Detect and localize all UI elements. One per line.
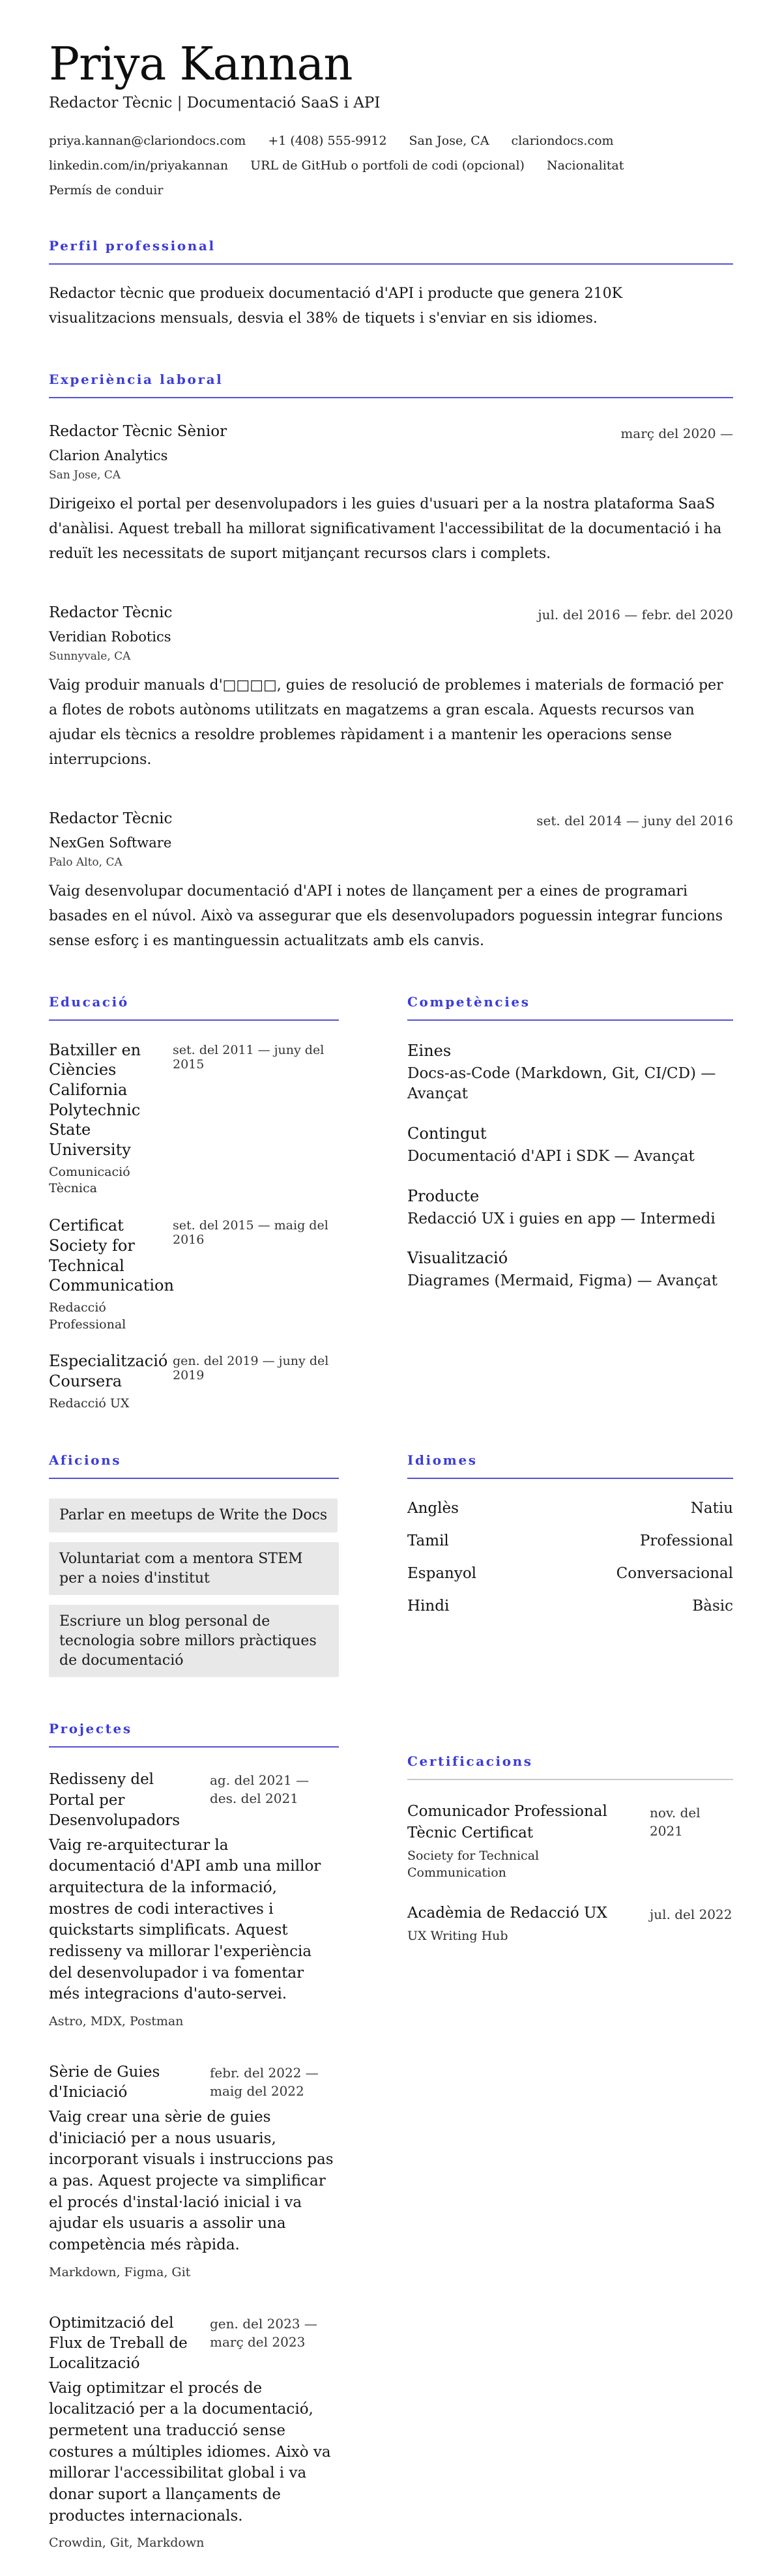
- certification-issuer: UX Writing Hub: [407, 1929, 508, 1944]
- experience-heading: Experiència laboral: [49, 372, 733, 398]
- section-profile: [49, 238, 733, 331]
- hobby-tag: Voluntariat com a mentora STEM per a noies d'institut: [49, 1542, 339, 1595]
- two-column-row-education-skills: [49, 994, 733, 1412]
- job-description: Vaig produir manuals d'□□□□, guies de resolució de problemes i materials de formació per a flotes de robots autònoms utilitzats en magatzems a gran escala. Aquests recursos van ajudar els tècnics a resoldre problemes ràpidament i a mantenir les operacions sense interrupcions.: [49, 677, 723, 768]
- section-projects: [49, 1721, 339, 2550]
- skill-detail: Redacció UX i guies en app — Intermedi: [407, 1210, 716, 1227]
- job-company: NexGen Software: [49, 834, 172, 851]
- language-row: [407, 1500, 733, 1517]
- project-description: Vaig optimitzar el procés de localització per a la documentació, permetent una traducció sense costures a múltiples idiomes. Això va millorar l'accessibilitat global i va donar suport a llançaments de productes internacionals.: [49, 2379, 331, 2525]
- job-title: Redactor Tècnic: [49, 604, 173, 621]
- language-level: Conversacional: [616, 1565, 733, 1583]
- section-experience: [49, 372, 733, 954]
- education-school: California Polytechnic State University: [49, 1080, 141, 1160]
- skill-group: [407, 1042, 733, 1105]
- contact-nationality: Nacionalitat: [546, 158, 624, 173]
- candidate-title: Redactor Tècnic | Documentació SaaS i API: [49, 94, 381, 111]
- education-field: Comunicació Tècnica: [49, 1164, 130, 1196]
- job-description: Vaig desenvolupar documentació d'API i notes de llançament per a eines de programari basades en el núvol. Això va assegurar que els desenvolupadors poguessin integrar funcions sense esforç i es mantinguessin actualitzats amb els canvis.: [49, 883, 723, 949]
- project-entry: [49, 1770, 339, 2028]
- resume-header: [49, 38, 733, 198]
- job-location: Sunnyvale, CA: [49, 649, 131, 663]
- contact-driving-license: Permís de conduir: [49, 183, 164, 198]
- profile-text: Redactor tècnic que produeix documentació d'API i producte que genera 210K visualitzacions mensuals, desvia el 38% de tiquets i s'enviar en sis idiomes.: [49, 285, 623, 327]
- certification-entry: [407, 1903, 733, 1945]
- skill-detail: Docs-as-Code (Markdown, Git, CI/CD) — Avançat: [407, 1064, 716, 1103]
- certification-details: [407, 1903, 642, 1945]
- education-field: Redacció Professional: [49, 1300, 126, 1332]
- project-tech: Markdown, Figma, Git: [49, 2264, 191, 2279]
- project-dates: ag. del 2021 — des. del 2021: [210, 1772, 310, 1807]
- education-field: Redacció UX: [49, 1396, 130, 1411]
- job-company: Clarion Analytics: [49, 447, 168, 463]
- language-level: Natiu: [690, 1500, 733, 1517]
- project-entry: [49, 2313, 339, 2551]
- education-entry: [49, 1040, 339, 1198]
- two-column-row-projects-certifications: [49, 1721, 733, 2550]
- job-company: Veridian Robotics: [49, 628, 171, 645]
- language-name: Tamil: [407, 1532, 449, 1550]
- skill-group: [407, 1124, 733, 1167]
- job-entry: [49, 810, 733, 954]
- two-column-row-hobbies-languages: [49, 1452, 733, 1687]
- project-entry: [49, 2062, 339, 2279]
- section-education: [49, 994, 339, 1412]
- projects-heading: Projectes: [49, 1721, 339, 1748]
- skill-category: Contingut: [407, 1124, 487, 1143]
- contact-phone[interactable]: +1 (408) 555-9912: [268, 133, 387, 148]
- contact-linkedin[interactable]: linkedin.com/in/priyakannan: [49, 158, 229, 173]
- education-heading: Educació: [49, 994, 339, 1021]
- certification-date: nov. del 2021: [650, 1805, 701, 1839]
- skill-category: Visualització: [407, 1249, 508, 1268]
- skill-category: Eines: [407, 1041, 452, 1060]
- profile-heading: Perfil professional: [49, 238, 733, 265]
- education-degree: Certificat: [49, 1216, 124, 1235]
- project-dates: febr. del 2022 — maig del 2022: [210, 2064, 319, 2099]
- project-tech: Astro, MDX, Postman: [49, 2013, 184, 2028]
- language-row: [407, 1565, 733, 1582]
- hobbies-heading: Aficions: [49, 1452, 339, 1479]
- project-description: Vaig crear una sèrie de guies d'iniciació per a nous usuaris, incorporant visuals i instruccions pas a pas. Aquest projecte va simplificar el procés d'instal·lació inicial i va ajudar els usuaris a assolir una competència més ràpida.: [49, 2108, 334, 2253]
- job-header: [49, 423, 733, 441]
- education-dates: gen. del 2019 — juny del 2019: [173, 1354, 329, 1383]
- education-school: Coursera: [49, 1371, 123, 1390]
- language-level: Bàsic: [692, 1598, 733, 1615]
- project-header: [49, 2313, 339, 2374]
- section-certifications: [407, 1753, 733, 1944]
- certification-header: [407, 1903, 733, 1945]
- project-name: Optimització del Flux de Treball de Localització: [49, 2314, 188, 2372]
- education-school: Society for Technical Communication: [49, 1236, 174, 1295]
- hobby-tag: Parlar en meetups de Write the Docs: [49, 1499, 338, 1532]
- language-level: Professional: [639, 1532, 733, 1550]
- language-row: [407, 1532, 733, 1549]
- skill-group: [407, 1249, 733, 1292]
- job-entry: [49, 423, 733, 566]
- language-name: Hindi: [407, 1598, 450, 1615]
- contact-github-placeholder: URL de GitHub o portfoli de codi (opcional): [250, 158, 525, 173]
- languages-heading: Idiomes: [407, 1452, 733, 1479]
- certification-date: jul. del 2022: [650, 1907, 732, 1923]
- contact-block: [49, 134, 733, 198]
- project-name: Redisseny del Portal per Desenvolupadors: [49, 1771, 181, 1829]
- education-degree: Especialització: [49, 1352, 168, 1371]
- education-dates: set. del 2015 — maig del 2016: [173, 1218, 328, 1248]
- job-location: San Jose, CA: [49, 468, 121, 482]
- contact-row-3: [49, 183, 733, 198]
- hobby-tag: Escriure un blog personal de tecnologia sobre millors pràctiques de documentació: [49, 1605, 339, 1677]
- certifications-heading: Certificacions: [407, 1753, 733, 1780]
- project-header: [49, 2062, 339, 2103]
- education-details: [49, 1216, 174, 1333]
- education-entry: [49, 1216, 339, 1333]
- project-name: Sèrie de Guies d'Iniciació: [49, 2063, 160, 2101]
- contact-email[interactable]: priya.kannan@clariondocs.com: [49, 133, 246, 148]
- certification-issuer: Society for Technical Communication: [407, 1848, 540, 1881]
- skill-detail: Diagrames (Mermaid, Figma) — Avançat: [407, 1272, 718, 1290]
- section-skills: [407, 994, 733, 1293]
- job-entry: [49, 604, 733, 772]
- language-name: Espanyol: [407, 1565, 477, 1583]
- project-dates: gen. del 2023 — març del 2023: [210, 2315, 317, 2350]
- section-languages: [407, 1452, 733, 1615]
- education-details: [49, 1040, 166, 1198]
- skills-heading: Competències: [407, 994, 733, 1021]
- skill-detail: Documentació d'API i SDK — Avançat: [407, 1147, 695, 1165]
- skill-group: [407, 1187, 733, 1230]
- language-name: Anglès: [407, 1500, 459, 1517]
- project-tech: Crowdin, Git, Markdown: [49, 2536, 205, 2551]
- contact-row-1: [49, 134, 733, 148]
- job-title: Redactor Tècnic: [49, 810, 173, 827]
- project-header: [49, 1770, 339, 1830]
- job-description: Dirigeixo el portal per desenvolupadors i les guies d'usuari per a la nostra plataforma SaaS d'anàlisi. Aquest treball ha millorat significativament l'accessibilitat de la documentació i ha reduït les necessitats de suport mitjançant recursos clars i complets.: [49, 495, 722, 562]
- job-header: [49, 604, 733, 622]
- job-title: Redactor Tècnic Sènior: [49, 422, 227, 440]
- education-details: [49, 1351, 166, 1412]
- certification-details: [407, 1801, 642, 1882]
- education-dates: set. del 2011 — juny del 2015: [173, 1042, 325, 1072]
- job-location: Palo Alto, CA: [49, 855, 123, 869]
- contact-row-2: [49, 158, 733, 173]
- contact-location: San Jose, CA: [409, 133, 489, 148]
- certification-header: [407, 1801, 733, 1882]
- certification-entry: [407, 1801, 733, 1882]
- language-row: [407, 1598, 733, 1615]
- job-dates: març del 2020 —: [620, 425, 733, 441]
- education-degree: Batxiller en Ciències: [49, 1040, 141, 1079]
- skill-category: Producte: [407, 1186, 480, 1205]
- job-dates: jul. del 2016 — febr. del 2020: [538, 606, 733, 622]
- contact-website[interactable]: clariondocs.com: [511, 133, 614, 148]
- hobby-tags: [49, 1499, 339, 1687]
- certification-name: Comunicador Professional Tècnic Certificat: [407, 1803, 607, 1841]
- section-hobbies: [49, 1452, 339, 1687]
- project-description: Vaig re-arquitecturar la documentació d'API amb una millor arquitectura de la informació, mostres de codi interactives i quickstarts simplificats. Aquest redisseny va millorar l'experiència del desenvolupador i va fomentar més integracions d'auto-servei.: [49, 1836, 321, 2003]
- candidate-name: Priya Kannan: [49, 37, 353, 91]
- certification-name: Acadèmia de Redacció UX: [407, 1905, 607, 1922]
- job-dates: set. del 2014 — juny del 2016: [536, 812, 733, 828]
- education-entry: [49, 1351, 339, 1412]
- job-header: [49, 810, 733, 828]
